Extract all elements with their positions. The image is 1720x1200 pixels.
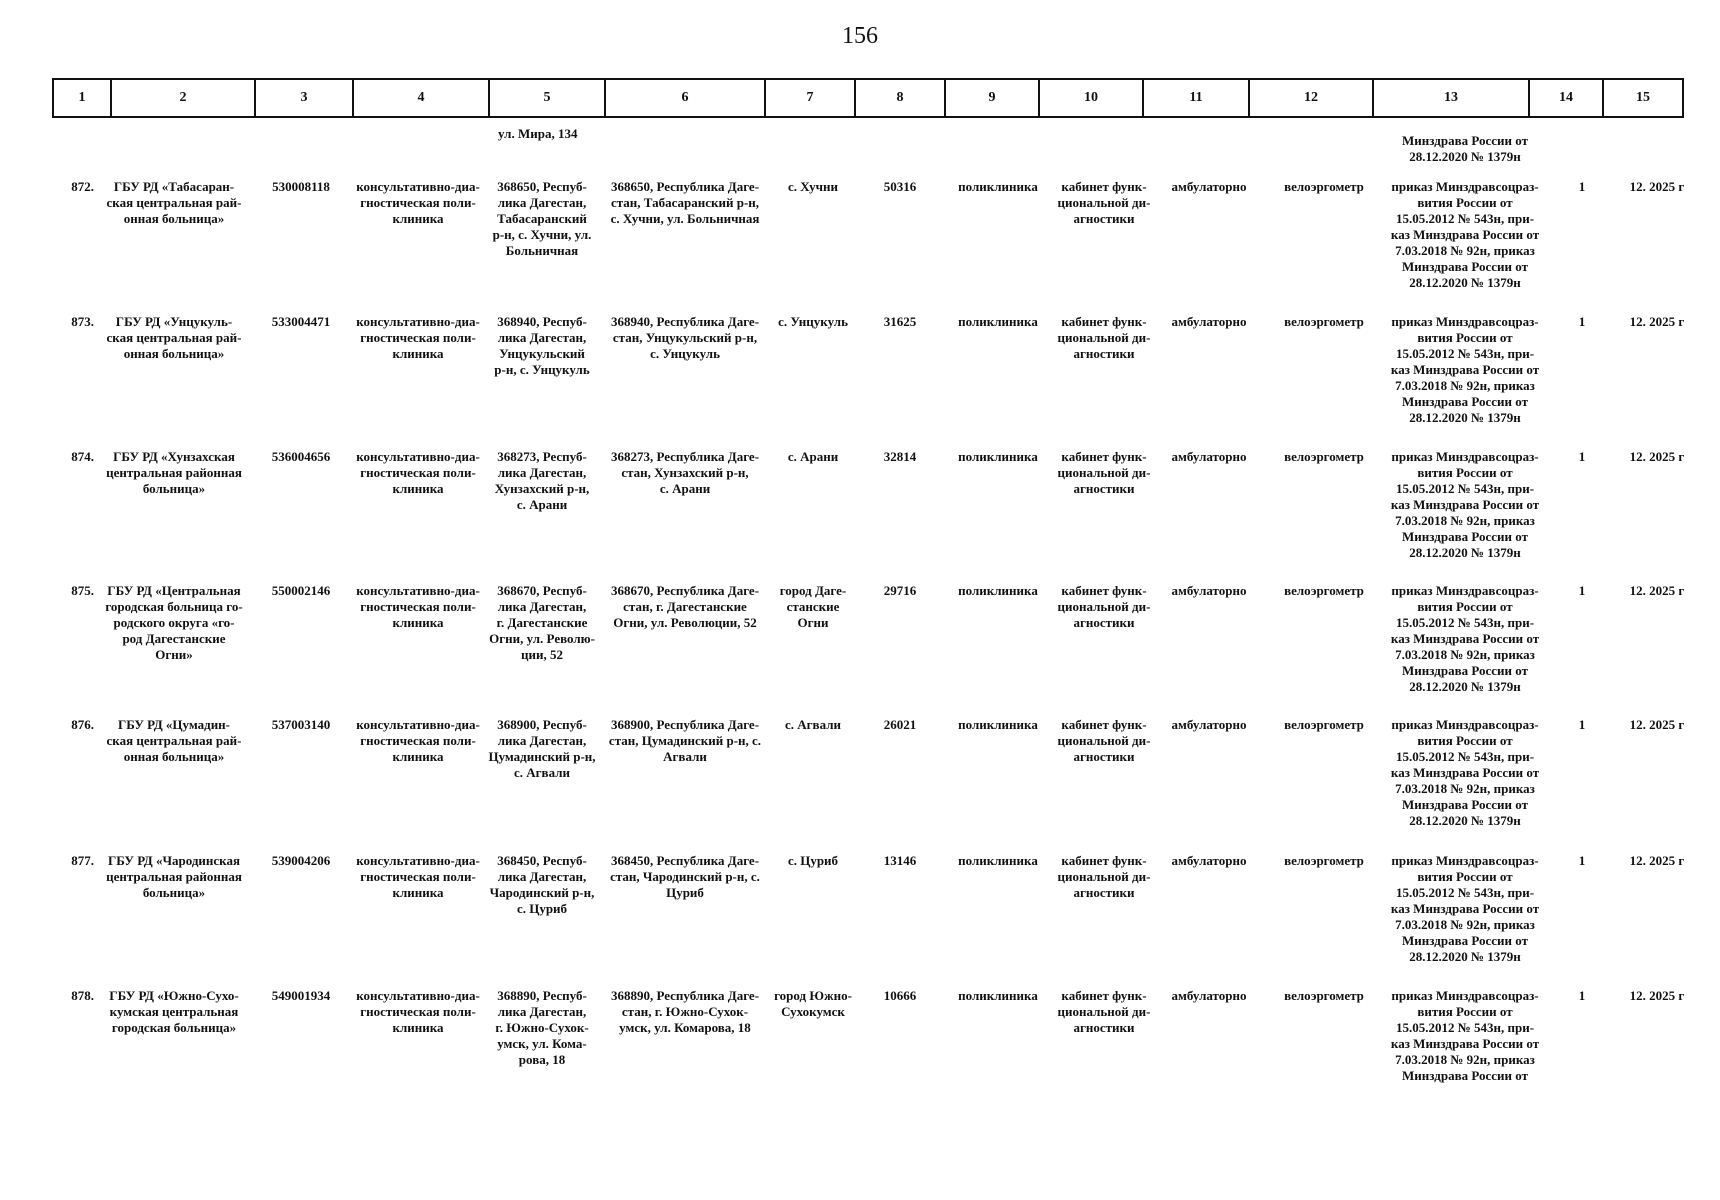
org-code: 550002146 <box>271 583 331 598</box>
legal-basis: приказ Минздравсоцраз- вития России от 15.05.2012 № 543н, при- каз Минздрава России от 7.03.2018 № 92н, приказ Минздрава России от 28.12.2020 № 1379н <box>1390 717 1540 828</box>
equipment: велоэргометр <box>1284 449 1364 464</box>
quantity: 1 <box>1578 314 1586 329</box>
due-date: 12. 2025 г <box>1629 314 1685 329</box>
legal-basis: приказ Минздравсоцраз- вития России от 15.05.2012 № 543н, при- каз Минздрава России от 7.03.2018 № 92н, приказ Минздрава России от 28.12.2020 № 1379н <box>1390 449 1540 560</box>
care-type: амбулаторно <box>1171 853 1247 868</box>
column-header-3: 3 <box>256 80 354 116</box>
unit: консультативно-диа- гностическая поли- клиника <box>356 449 480 496</box>
population: 31625 <box>883 314 917 329</box>
room: кабинет функ- циональной ди- агностики <box>1057 179 1151 226</box>
legal-basis: приказ Минздравсоцраз- вития России от 15.05.2012 № 543н, при- каз Минздрава России от 7.03.2018 № 92н, приказ Минздрава России от <box>1390 988 1540 1083</box>
column-header-11: 11 <box>1144 80 1250 116</box>
legal-address: 368273, Респуб- лика Дагестан, Хунзахский р-н, с. Арани <box>494 449 590 512</box>
due-date: 12. 2025 г <box>1629 583 1685 598</box>
legal-address: 368900, Респуб- лика Дагестан, Цумадинский р-н, с. Агвали <box>488 717 596 780</box>
quantity: 1 <box>1578 583 1586 598</box>
care-type: амбулаторно <box>1171 988 1247 1003</box>
room: кабинет функ- циональной ди- агностики <box>1057 449 1151 496</box>
population: 10666 <box>883 988 917 1003</box>
legal-basis: приказ Минздравсоцраз- вития России от 15.05.2012 № 543н, при- каз Минздрава России от 7.03.2018 № 92н, приказ Минздрава России от 28.12.2020 № 1379н <box>1390 179 1540 290</box>
column-header-15: 15 <box>1636 90 1650 105</box>
row-number: 873. <box>71 314 94 329</box>
population: 50316 <box>883 179 917 194</box>
legal-basis: приказ Минздравсоцраз- вития России от 15.05.2012 № 543н, при- каз Минздрава России от 7.03.2018 № 92н, приказ Минздрава России от 28.12.2020 № 1379н <box>1390 853 1540 964</box>
facility: поликлиника <box>958 179 1038 194</box>
row-number: 877. <box>71 853 94 868</box>
actual-address: 368670, Республика Даге- стан, г. Дагестанские Огни, ул. Революции, 52 <box>610 583 760 630</box>
locality: с. Арани <box>787 449 839 464</box>
legal-basis: приказ Минздравсоцраз- вития России от 15.05.2012 № 543н, при- каз Минздрава России от 7.03.2018 № 92н, приказ Минздрава России от 28.12.2020 № 1379н <box>1390 314 1540 425</box>
facility: поликлиника <box>958 314 1038 329</box>
care-type: амбулаторно <box>1171 449 1247 464</box>
population: 13146 <box>883 853 917 868</box>
equipment: велоэргометр <box>1284 179 1364 194</box>
locality: с. Цуриб <box>787 853 839 868</box>
organization: ГБУ РД «Хунзахская центральная районная больница» <box>106 449 242 496</box>
row-number: 872. <box>71 179 94 194</box>
column-header-4: 4 <box>354 80 490 116</box>
org-code: 536004656 <box>271 449 331 464</box>
organization: ГБУ РД «Унцукуль- ская центральная рай- онная больница» <box>106 314 242 361</box>
org-code: 537003140 <box>271 717 331 732</box>
unit: консультативно-диа- гностическая поли- клиника <box>356 314 480 361</box>
equipment: велоэргометр <box>1284 988 1364 1003</box>
org-code: 533004471 <box>271 314 331 329</box>
due-date: 12. 2025 г <box>1629 988 1685 1003</box>
actual-address: 368900, Республика Даге- стан, Цумадинский р-н, с. Агвали <box>608 717 762 764</box>
due-date: 12. 2025 г <box>1629 717 1685 732</box>
care-type: амбулаторно <box>1171 314 1247 329</box>
facility: поликлиника <box>958 583 1038 598</box>
equipment: велоэргометр <box>1284 717 1364 732</box>
due-date: 12. 2025 г <box>1629 449 1685 464</box>
row-number: 875. <box>71 583 94 598</box>
column-header-7: 7 <box>766 80 856 116</box>
table-header-row <box>52 78 1684 118</box>
actual-address: 368273, Республика Даге- стан, Хунзахский р-н, с. Арани <box>610 449 760 496</box>
room: кабинет функ- циональной ди- агностики <box>1057 314 1151 361</box>
organization: ГБУ РД «Центральная городская больница го- родского округа «го- род Дагестанские Огни» <box>105 583 243 662</box>
room: кабинет функ- циональной ди- агностики <box>1057 988 1151 1035</box>
organization: ГБУ РД «Цумадин- ская центральная рай- онная больница» <box>106 717 242 764</box>
org-code: 539004206 <box>271 853 331 868</box>
facility: поликлиника <box>958 988 1038 1003</box>
room: кабинет функ- циональной ди- агностики <box>1057 717 1151 764</box>
column-header-10: 10 <box>1040 80 1144 116</box>
organization: ГБУ РД «Южно-Сухо- кумская центральная городская больница» <box>109 988 239 1035</box>
unit: консультативно-диа- гностическая поли- клиника <box>356 853 480 900</box>
continuation-basis: Минздрава России от 28.12.2020 № 1379н <box>1402 133 1528 164</box>
quantity: 1 <box>1578 853 1586 868</box>
legal-basis: приказ Минздравсоцраз- вития России от 15.05.2012 № 543н, при- каз Минздрава России от 7.03.2018 № 92н, приказ Минздрава России от 28.12.2020 № 1379н <box>1390 583 1540 694</box>
population: 32814 <box>883 449 917 464</box>
care-type: амбулаторно <box>1171 717 1247 732</box>
unit: консультативно-диа- гностическая поли- клиника <box>356 988 480 1035</box>
locality: с. Агвали <box>785 717 841 732</box>
column-header-5: 5 <box>490 80 606 116</box>
facility: поликлиника <box>958 717 1038 732</box>
column-header-9: 9 <box>946 80 1040 116</box>
quantity: 1 <box>1578 449 1586 464</box>
organization: ГБУ РД «Чародинская центральная районная больница» <box>106 853 242 900</box>
care-type: амбулаторно <box>1171 179 1247 194</box>
row-number: 876. <box>71 717 94 732</box>
column-header-12: 12 <box>1250 80 1374 116</box>
equipment: велоэргометр <box>1284 853 1364 868</box>
legal-address: 368650, Респуб- лика Дагестан, Табасаранский р-н, с. Хучни, ул. Больничная <box>492 179 592 258</box>
legal-address: 368450, Респуб- лика Дагестан, Чародинский р-н, с. Цуриб <box>489 853 595 916</box>
actual-address: 368450, Республика Даге- стан, Чародинский р-н, с. Цуриб <box>610 853 760 900</box>
room: кабинет функ- циональной ди- агностики <box>1057 853 1151 900</box>
legal-address: 368670, Респуб- лика Дагестан, г. Дагестанские Огни, ул. Револю- ции, 52 <box>489 583 595 662</box>
column-header-6: 6 <box>606 80 766 116</box>
legal-address: 368940, Респуб- лика Дагестан, Унцукульский р-н, с. Унцукуль <box>494 314 590 377</box>
actual-address: 368650, Республика Даге- стан, Табасаранский р-н, с. Хучни, ул. Больничная <box>610 179 760 226</box>
equipment: велоэргометр <box>1284 314 1364 329</box>
unit: консультативно-диа- гностическая поли- клиника <box>356 583 480 630</box>
equipment: велоэргометр <box>1284 583 1364 598</box>
population: 26021 <box>883 717 917 732</box>
organization: ГБУ РД «Табасаран- ская центральная рай- онная больница» <box>106 179 242 226</box>
facility: поликлиника <box>958 449 1038 464</box>
column-header-1: 1 <box>54 80 112 116</box>
legal-address: 368890, Респуб- лика Дагестан, г. Южно-Сухок- умск, ул. Кома- рова, 18 <box>495 988 589 1067</box>
room: кабинет функ- циональной ди- агностики <box>1057 583 1151 630</box>
actual-address: 368940, Республика Даге- стан, Унцукульский р-н, с. Унцукуль <box>610 314 760 361</box>
continuation-address: ул. Мира, 134 <box>498 126 578 141</box>
page-number: 156 <box>842 23 878 49</box>
due-date: 12. 2025 г <box>1629 853 1685 868</box>
due-date: 12. 2025 г <box>1629 179 1685 194</box>
quantity: 1 <box>1578 179 1586 194</box>
locality: с. Унцукуль <box>778 314 848 329</box>
unit: консультативно-диа- гностическая поли- клиника <box>356 179 480 226</box>
unit: консультативно-диа- гностическая поли- клиника <box>356 717 480 764</box>
locality: город Южно- Сухокумск <box>774 988 852 1019</box>
column-header-2: 2 <box>112 80 256 116</box>
care-type: амбулаторно <box>1171 583 1247 598</box>
population: 29716 <box>883 583 917 598</box>
facility: поликлиника <box>958 853 1038 868</box>
row-number: 878. <box>71 988 94 1003</box>
actual-address: 368890, Республика Даге- стан, г. Южно-Сухок- умск, ул. Комарова, 18 <box>610 988 760 1035</box>
quantity: 1 <box>1578 717 1586 732</box>
row-number: 874. <box>71 449 94 464</box>
locality: город Даге- станские Огни <box>779 583 847 630</box>
column-header-8: 8 <box>856 80 946 116</box>
column-header-13: 13 <box>1374 80 1530 116</box>
column-header-14: 14 <box>1530 80 1604 116</box>
locality: с. Хучни <box>788 179 838 194</box>
org-code: 530008118 <box>272 179 330 194</box>
org-code: 549001934 <box>271 988 331 1003</box>
quantity: 1 <box>1578 988 1586 1003</box>
